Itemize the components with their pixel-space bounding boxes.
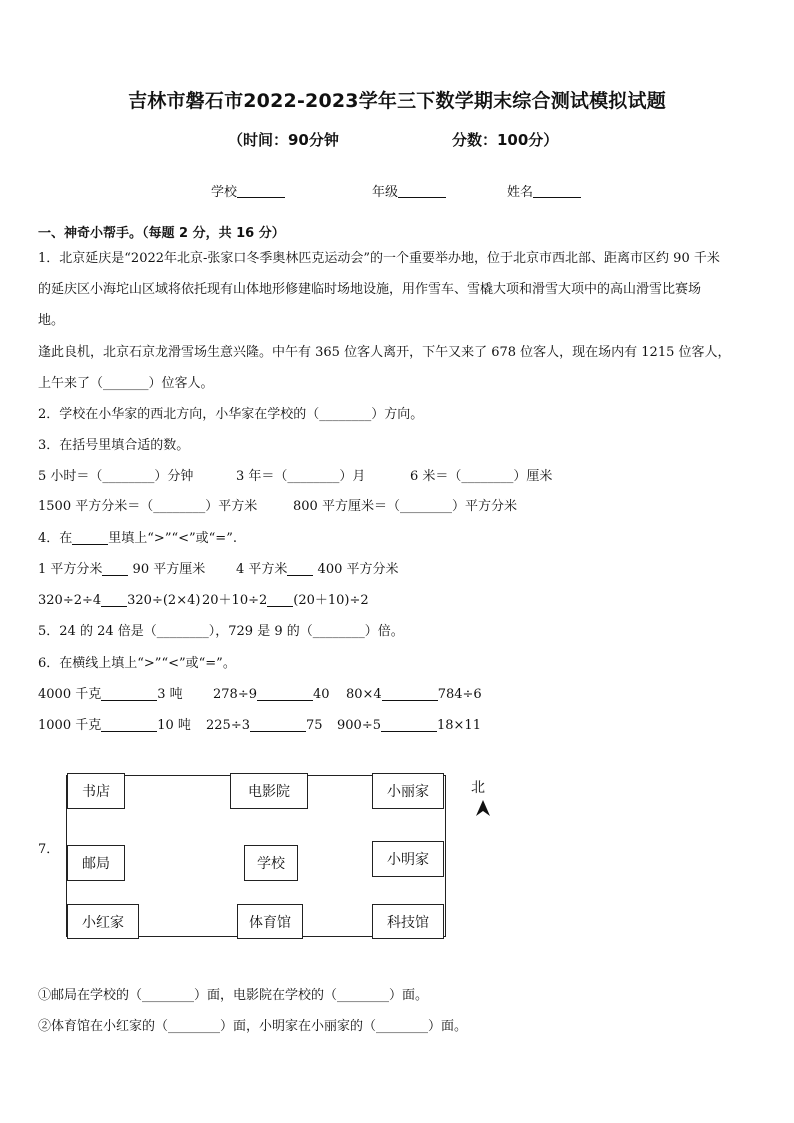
q4-a bbox=[38, 561, 205, 579]
name-label: 姓名 bbox=[507, 185, 534, 200]
q4-title bbox=[38, 530, 237, 548]
q4-title-post: 里填上“>”“<”或“=”. bbox=[108, 531, 237, 546]
q6-r1-c-left: 80×4 bbox=[346, 687, 382, 702]
q4-c bbox=[38, 592, 200, 610]
q1-line-4: 逢此良机，北京石京龙滑雪场生意兴隆。中午有 365 位客人离开，下午又来了 678 位客人，现在场内有 1215 位客人， bbox=[38, 345, 731, 360]
q7-sub-1: ①邮局在学校的（________）面，电影院在学校的（________）面。 bbox=[38, 988, 429, 1003]
name-field[interactable] bbox=[507, 181, 581, 200]
q4-c-blank[interactable] bbox=[101, 593, 127, 607]
q4-c-left: 320÷2÷4 bbox=[38, 593, 102, 608]
q6-r2-c-left: 900÷5 bbox=[337, 718, 381, 733]
section-1-title: 一、神奇小帮手。（每题 2 分，共 16 分） bbox=[38, 226, 285, 241]
q6-r2-c-right: 18×11 bbox=[436, 718, 481, 733]
map-xiaoli-home: 小丽家 bbox=[372, 773, 444, 809]
school-label: 学校 bbox=[211, 185, 238, 200]
q6-r2-c bbox=[337, 717, 481, 735]
q4-d-left: 20＋10÷2 bbox=[202, 593, 268, 608]
map-xiaoming-home: 小明家 bbox=[372, 841, 444, 877]
grade-label: 年级 bbox=[372, 185, 399, 200]
q4-b-blank[interactable] bbox=[287, 562, 313, 576]
map-cinema: 电影院 bbox=[230, 773, 308, 809]
q6-r1-b-left: 278÷9 bbox=[213, 687, 257, 702]
q7-number: 7． bbox=[38, 842, 60, 857]
q6-r1-a-blank[interactable] bbox=[101, 687, 157, 701]
map-bookstore: 书店 bbox=[67, 773, 125, 809]
q4-d-right: (20＋10)÷2 bbox=[293, 593, 369, 608]
q3-d: 1500 平方分米＝（________）平方米 bbox=[38, 499, 258, 514]
q4-a-left: 1 平方分米 bbox=[38, 562, 103, 577]
q3-title: 3．在括号里填合适的数。 bbox=[38, 438, 190, 453]
q6-r2-a-right: 10 吨 bbox=[157, 718, 191, 733]
q4-a-blank[interactable] bbox=[102, 562, 128, 576]
q4-c-right: 320÷(2×4) bbox=[127, 593, 201, 608]
map-post-office: 邮局 bbox=[67, 845, 125, 881]
q1-line-5: 上午来了（_______）位客人。 bbox=[38, 376, 214, 391]
q6-r1-b bbox=[213, 686, 330, 704]
q4-b bbox=[236, 561, 399, 579]
q6-r1-a-left: 4000 千克 bbox=[38, 687, 102, 702]
grade-field[interactable] bbox=[372, 181, 446, 200]
q6-r1-c-blank[interactable] bbox=[382, 687, 438, 701]
q4-b-right: 400 平方分米 bbox=[317, 562, 399, 577]
q4-title-pre: 4．在 bbox=[38, 531, 73, 546]
q1-line-3: 地。 bbox=[38, 313, 65, 328]
q4-d-blank[interactable] bbox=[267, 593, 293, 607]
q5-text: 5．24 的 24 倍是（________），729 是 9 的（________）倍。 bbox=[38, 624, 404, 639]
q6-r2-a bbox=[38, 717, 191, 735]
north-arrow-icon bbox=[474, 800, 492, 818]
q6-r1-a-right: 3 吨 bbox=[157, 687, 183, 702]
grade-blank[interactable] bbox=[398, 184, 446, 198]
q6-r1-c-right: 784÷6 bbox=[437, 687, 482, 702]
q4-d bbox=[202, 592, 369, 610]
q1-line-1: 1．北京延庆是“2022年北京-张家口冬季奥林匹克运动会”的一个重要举办地，位于北京市西北部、距离市区约 90 千米 bbox=[38, 251, 720, 266]
map-science-museum: 科技馆 bbox=[372, 904, 444, 939]
time-label: （时间：90分钟 bbox=[228, 131, 339, 149]
q6-r1-a bbox=[38, 686, 183, 704]
map-school: 学校 bbox=[244, 845, 298, 881]
q6-r1-c bbox=[346, 686, 482, 704]
map-gym: 体育馆 bbox=[237, 904, 303, 939]
q3-b: 3 年＝（________）月 bbox=[236, 469, 366, 484]
school-blank[interactable] bbox=[237, 184, 285, 198]
q6-r2-a-left: 1000 千克 bbox=[38, 718, 102, 733]
q2-text: 2．学校在小华家的西北方向，小华家在学校的（________）方向。 bbox=[38, 407, 424, 422]
q7-sub-2: ②体育馆在小红家的（________）面，小明家在小丽家的（________）面。 bbox=[38, 1019, 468, 1034]
page-title: 吉林市磐石市2022-2023学年三下数学期末综合测试模拟试题 bbox=[128, 90, 666, 112]
north-label: 北 bbox=[471, 780, 485, 796]
q4-b-left: 4 平方米 bbox=[236, 562, 288, 577]
q3-c: 6 米＝（________）厘米 bbox=[410, 469, 553, 484]
q3-a: 5 小时＝（________）分钟 bbox=[38, 469, 194, 484]
q1-line-2: 的延庆区小海坨山区域将依托现有山体地形修建临时场地设施，用作雪车、雪橇大项和滑雪大项中的高山滑雪比赛场 bbox=[38, 282, 702, 297]
q6-r1-b-blank[interactable] bbox=[257, 687, 313, 701]
q6-title: 6．在横线上填上“>”“<”或“=”。 bbox=[38, 656, 236, 671]
q4-a-right: 90 平方厘米 bbox=[132, 562, 206, 577]
map-xiaohong-home: 小红家 bbox=[67, 904, 139, 939]
q6-r2-b-left: 225÷3 bbox=[206, 718, 250, 733]
name-blank[interactable] bbox=[533, 184, 581, 198]
q6-r2-c-blank[interactable] bbox=[381, 718, 437, 732]
q6-r2-b-blank[interactable] bbox=[250, 718, 306, 732]
school-field[interactable] bbox=[211, 181, 285, 200]
q6-r2-b bbox=[206, 717, 323, 735]
q6-r1-b-right: 40 bbox=[312, 687, 330, 702]
q4-title-blank bbox=[72, 531, 108, 545]
score-label: 分数：100分） bbox=[452, 131, 559, 149]
q6-r2-b-right: 75 bbox=[305, 718, 323, 733]
q6-r2-a-blank[interactable] bbox=[101, 718, 157, 732]
q3-e: 800 平方厘米＝（________）平方分米 bbox=[293, 499, 517, 514]
